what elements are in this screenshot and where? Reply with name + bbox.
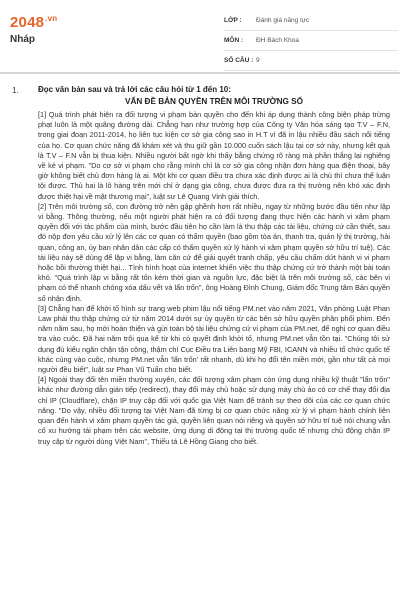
question-content	[0, 78, 400, 600]
question-prompt: Đọc văn bản sau và trả lời các câu hỏi từ 1 đến 10:	[38, 85, 231, 94]
meta-row-count	[224, 51, 398, 71]
passage-paragraph-3: [3] Chẳng hạn để khởi tố hình sự trang web phim lậu nổi tiếng PM.net vào năm 2021, Văn phòng Luật Phan Law phải thu thập chứng cứ từ năm 2014 dưới sự ủy quyền từ các bên sở hữu quyền phân phối phim. Đến năm năm sau, họ mới hoàn thiện và gửi toàn bộ tài liệu chứng cứ vi phạm của PM.net, để nghị cơ quan điều tra vào cuộc. Đã hai năm trôi qua kể từ khi có quyết định khởi tố, nhưng PM.net vẫn tồn tại. "Chúng tôi sử dụng đủ kiểu ngăn chặn tận công, thậm chí Cục Điều tra Liên bang Mỹ FBI, ICANN và nhiều tổ chức quốc tế khác cùng vào cuộc, nhưng PM.net vẫn 'lẩn trốn' rất nhanh, dù khi họ đổi tên miền mới, gần như tất cả mọi người đều biết", luật sư Phan Vũ Tuấn cho biết.	[38, 303, 390, 375]
passage-paragraph-1: [1] Quá trình phát hiện ra đối tượng vi phạm bản quyền cho đến khi áp dụng thành công biện pháp trừng phạt luôn là một quãng đường dài. Chẳng hạn như trường hợp của Công ty Văn hóa sáng tạo T.V – F.N, trong giai đoạn 2011-2014, họ liên tục kiện cơ sở gia công sao in H.T vì đã in lậu nhiều đầu sách nổi tiếng của họ. Cơ quan chức năng đã khám xét và thu giữ gần 10.000 cuốn sách lậu tại cơ sở này, nhưng kết quả là T.V – F.N vẫn bị thua kiện. Nhiều người bất ngờ khi thấy bằng chứng rõ ràng mà phần thắng lại nghiêng về kẻ vi phạm. "Do cơ sở vi phạm cho rằng mình chỉ là cơ sở gia công nhận đơn hàng qua điện thoại, bây giờ không biết chủ đơn hàng là ai. Một khi cơ quan điều tra chưa xác định được ai là chủ thì chưa thể luận tội được. Thủ hai là lô hàng trên mới chỉ ở dạng gia công, chưa được đưa ra thị trường nên khó xác định được thiệt hại về mặt thương mại", luật sư Lê Quang Vinh giải thích.	[38, 110, 390, 201]
meta-key: SỐ CÂU :	[224, 57, 254, 64]
logo-suffix: .vn	[45, 14, 58, 23]
passage-body	[38, 110, 390, 447]
passage-title: VẤN ĐỀ BẢN QUYỀN TRÊN MÔI TRƯỜNG SỐ	[125, 97, 303, 106]
site-logo[interactable]	[10, 14, 57, 31]
meta-key: MÔN :	[224, 37, 244, 44]
passage-paragraph-2: [2] Trên môi trường số, con đường trở nên gập ghềnh hơn rất nhiều, ngay từ những bước đầu tiên như lập vi bằng. Thông thường, nếu một người phát hiện ra có đối tượng đang thực hiện các hành vi xâm phạm quyền đối với tác phẩm của mình, bước đầu tiên họ cần làm là thu thập các tài liệu, chứng cứ cần thiết, sau đó nộp đơn yêu cầu xử lý lên các cơ quan có thẩm quyền (bao gồm tòa án, thanh tra, quản lý thị trường, hải quan, công an, ủy ban nhân dân các cấp có thẩm quyền xử lý hành vi xâm phạm quyền sở hữu trí tuệ). Các tài liệu này sẽ dùng để lập vi bằng, làm căn cứ để giải quyết tranh chấp, yêu cầu chấm dứt hành vi vi phạm hoặc bồi thường thiệt hại... Tình hình hoạt của internet khiến việc thu thập chứng cứ trở thành một bài toán khó. "Quá trình lập vi bằng rất tốn kém thời gian và nguồn lực, đặc biệt là trên môi trường số, các bên vi phạm có thể nhanh chóng xóa dấu vết và lẩn trốn", ông Hoàng Đình Chung, Giám đốc Trung tâm Bản quyền số nhận định.	[38, 201, 390, 303]
logo-text: 2048	[10, 14, 45, 31]
page-header	[0, 0, 400, 72]
meta-row-subject	[224, 31, 398, 51]
draft-label: Nháp	[10, 34, 35, 45]
meta-key: LỚP :	[224, 17, 242, 24]
meta-row-class	[224, 11, 398, 31]
meta-value: 9	[256, 57, 260, 64]
meta-value: Đánh giá năng lực	[256, 17, 310, 24]
exam-meta	[224, 11, 398, 71]
meta-value: ĐH Bách Khoa	[256, 37, 299, 44]
question-number: 1.	[12, 86, 19, 95]
passage-paragraph-4: [4] Ngoài thay đổi tên miền thường xuyên, các đối tượng xâm phạm còn ứng dụng nhiều kỹ thuật "lẩn trốn" khác như đường dẫn gián tiếp (redirect), thay đổi máy chủ hoặc sử dụng máy chủ ảo có cơ chế thay đổi địa chỉ IP (Cloudflare), chặn IP truy cập đối với quốc gia Việt Nam để tránh sự theo dõi của các cơ quan chức năng. "Do vậy, nhiều đối tượng tại Việt Nam đã từng bị cơ quan chức năng xử lý vì phạm hành chính liên quan đến hành vi xâm phạm quyền tác giả, quyền liên quan nói riêng và quyền sở hữu trí tuệ nói chung vẫn cố xu hướng tái phạm trên các website, ứng dụng di động tại thị trường quốc tế nhưng chủ động chặn IP truy cập từ người dùng Việt Nam", Thiếu tá Lê Hồng Giang cho biết.	[38, 375, 390, 446]
header-divider	[0, 72, 400, 74]
